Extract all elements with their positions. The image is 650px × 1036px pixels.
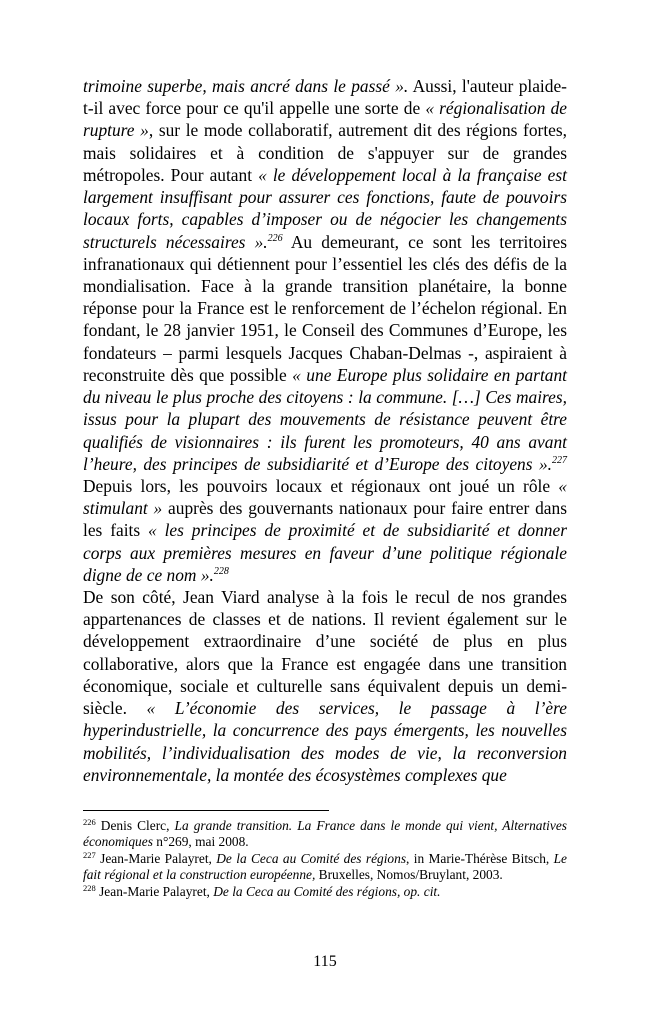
quote-economie-services: « L’économie des services, le passage à l’ère hyperindustrielle, la concurrence des pays émergents, les nouvelles mobilités, l’individualisation des modes de vie, la reconversion environnementale, la montée des écosystèmes complexes que [83,698,567,785]
text-segment: , sur le mode collaboratif, autrement dit des régions fortes, mais solidaires et à condition de s'appuyer sur de grandes métropoles. Pour autant [83,120,568,185]
quote-developpement-local: « le développement local à la française est largement insuffisant pour assurer ces fonctions, faute de pouvoirs locaux forts, capables d’imposer ou de négocier les changements structurels nécessaires ». [83,164,567,252]
quote-principes: « les principes de proximité et de subsidiarité et donner corps aux premières mesures en faveur d’une politique régionale digne de ce nom ». [83,520,567,585]
footnote-text: Bruxelles, Nomos/Bruylant, 2003. [315,867,503,883]
page-number: 115 [313,953,337,970]
footnote-ref-226[interactable]: 226 [267,232,283,244]
text-segment: De son côté, Jean Viard analyse à la fois le recul de nos grandes appartenances de classes et de nations. Il revient également sur le développement extraordinaire d’une société de plus en plus collaborative, alors que la France est engagée dans une transition économique, sociale et culturelle sans équivalent depuis un demi-siècle. [83,587,567,719]
quote-regionalisation: « régionalisation de rupture » [83,98,568,141]
text-segment: Aussi, l'auteur plaide-t-il avec force pour ce qu'il appelle une sorte de [83,76,567,119]
footnote-ref-228[interactable]: 228 [213,565,229,577]
footnote-text: , in Marie-Thérèse Bitsch, [406,850,554,866]
footnote-title: Le fait régional et la construction européenne, [83,850,567,883]
footnote-ref-227[interactable]: 227 [552,454,567,466]
footnote-number: 228 [83,882,96,893]
footnotes [83,818,567,900]
footnote-title: De la Ceca au Comité des régions [216,850,407,866]
text-segment: auprès des gouvernants nationaux pour faire entrer dans les faits [83,498,567,541]
footnote-text: Jean-Marie Palayret, [95,883,214,899]
footnote-number: 227 [83,849,96,860]
footnote-divider [83,810,329,811]
quote-europe-solidaire: « une Europe plus solidaire en partant du niveau le plus proche des citoyens : la commune. […] Ces maires, issus pour la plupart des mouvements de résistance peuvent être qualifiés de visionnaires : ils furent les promoteurs, 40 ans avant l’heure, des principes de subsidiarité et d’Europe des citoyens ». [83,364,567,474]
quote-stimulant: « stimulant » [83,475,567,519]
footnote-text: n°269, mai 2008. [152,834,249,850]
body-paragraph-viard [83,586,567,786]
footnote-title: De la Ceca au Comité des régions, op. cit. [213,883,441,899]
footnote-text: Jean-Marie Palayret, [95,850,217,866]
body-paragraph [83,75,567,586]
footnote-number: 226 [83,817,96,827]
quote-patrimoine: trimoine superbe, mais ancré dans le passé ». [83,76,409,96]
footnote-227 [83,851,567,884]
main-text [83,75,567,786]
footnote-title: La grande transition. La France dans le monde qui vient, Alternatives économiques [83,818,567,850]
text-segment: Au demeurant, ce sont les territoires infranationaux qui détiennent pour l’essentiel les clés des défis de la mondialisation. Face à la grande transition planétaire, la bonne réponse pour la France est le renforcement de l’échelon régional. En fondant, le 28 janvier 1951, le Conseil des Communes d’Europe, les fondateurs – parmi lesquels Jacques Chaban-Delmas -, aspiraient à reconstruite dès que possible [83,231,567,385]
footnote-226 [83,818,567,851]
footnote-228 [83,884,567,900]
footnote-text: Denis Clerc, [95,818,175,833]
text-segment: Depuis lors, les pouvoirs locaux et régionaux ont joué un rôle [83,475,559,496]
